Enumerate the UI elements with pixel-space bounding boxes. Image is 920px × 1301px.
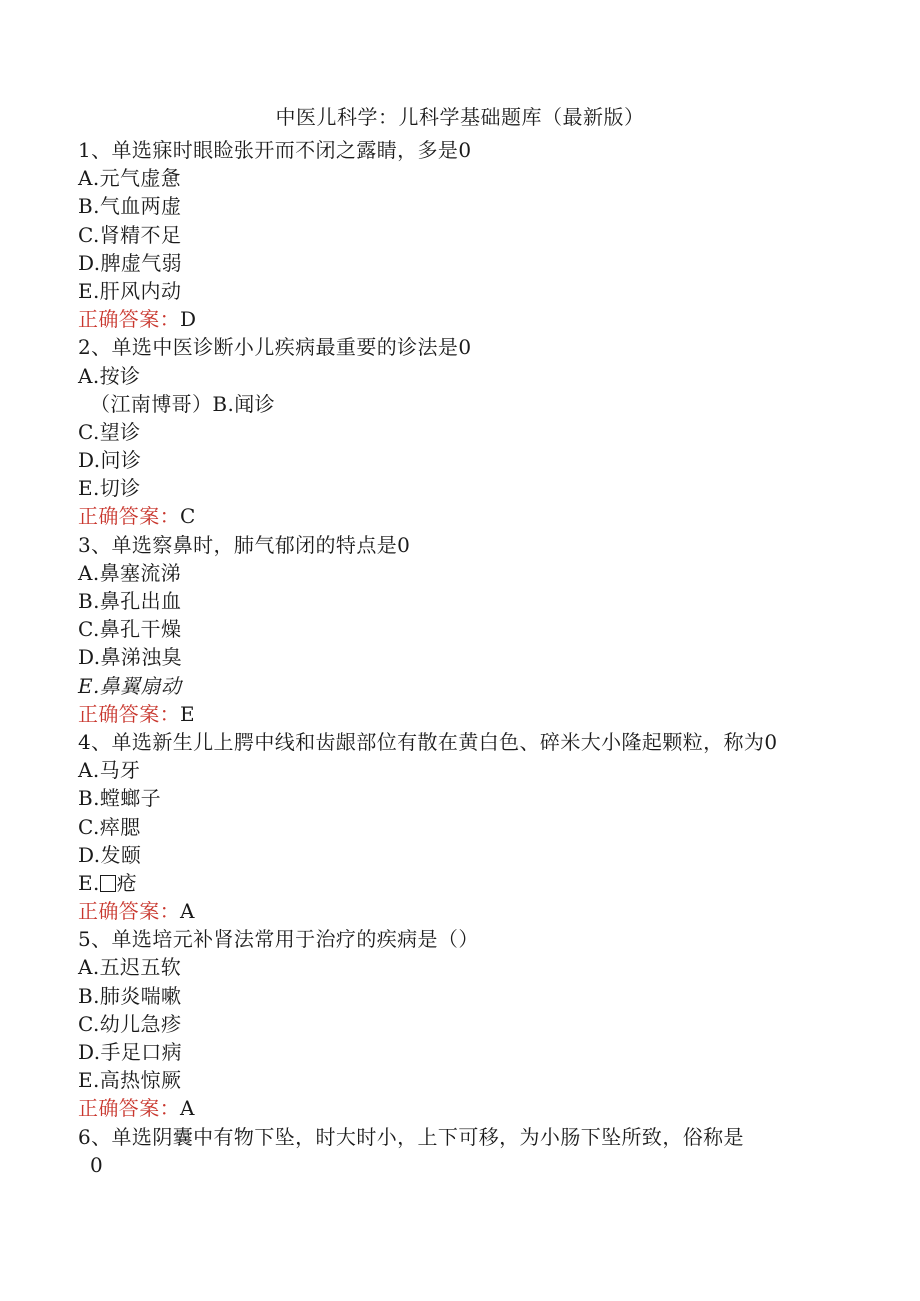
- answer-value: A: [180, 1096, 195, 1121]
- option-b: B.螳螂子: [78, 786, 162, 811]
- answer-label: 正确答案：: [78, 504, 180, 529]
- correct-answer: [78, 700, 908, 728]
- option-b: B.鼻孔出血: [78, 589, 182, 613]
- document-title: 中医儿科学：儿科学基础题库（最新版）: [275, 105, 645, 129]
- missing-glyph-box: [100, 875, 116, 892]
- option-d: D.发颐: [78, 842, 142, 867]
- option-e-prefix: E.: [78, 870, 100, 895]
- answer-value: A: [180, 899, 195, 924]
- option-a: A.鼻塞流涕: [78, 560, 182, 585]
- option-e: [78, 869, 908, 897]
- option-e: E.肝风内动: [78, 278, 182, 303]
- question-stem: 4、单选新生儿上腭中线和齿龈部位有散在黄白色、碎米大小隆起颗粒，称为0: [78, 729, 778, 754]
- correct-answer: [78, 1094, 908, 1122]
- option-d: D.脾虚气弱: [78, 250, 183, 275]
- question-stem: 5、单选培元补肾法常用于治疗的疾病是（）: [78, 927, 479, 952]
- option-d: D.手足口病: [78, 1040, 183, 1064]
- option-b: B.肺炎喘嗽: [78, 983, 182, 1008]
- option-c: C.瘁腮: [78, 814, 141, 839]
- answer-label: 正确答案：: [78, 307, 180, 332]
- option-a: A.马牙: [78, 758, 141, 783]
- option-e: E.切诊: [78, 476, 141, 501]
- answer-value: E: [180, 701, 195, 726]
- question-stem: 1、单选寐时眼睑张开而不闭之露睛，多是0: [78, 138, 472, 162]
- answer-label: 正确答案：: [78, 701, 180, 726]
- option-c: C.肾精不足: [78, 222, 182, 247]
- option-e: E.高热惊厥: [78, 1068, 182, 1093]
- option-c: C.鼻孔干燥: [78, 617, 182, 642]
- option-a: A.元气虚惫: [78, 166, 182, 191]
- answer-label: 正确答案：: [78, 1096, 180, 1121]
- question-list: [78, 136, 908, 1179]
- option-d: D.问诊: [78, 448, 142, 473]
- correct-answer: [78, 305, 908, 333]
- option-e-text: 疮: [116, 870, 138, 895]
- question-stem-continuation: 0: [90, 1152, 104, 1177]
- correct-answer: [78, 502, 908, 530]
- question-stem: 6、单选阴囊中有物下坠，时大时小，上下可移，为小肠下坠所致，俗称是: [78, 1124, 744, 1149]
- question-stem: 3、单选察鼻时，肺气郁闭的特点是0: [78, 532, 411, 557]
- answer-value: C: [180, 504, 196, 529]
- answer-label: 正确答案：: [78, 899, 180, 924]
- option-c: C.望诊: [78, 419, 141, 444]
- correct-answer: [78, 897, 908, 925]
- answer-value: D: [180, 307, 197, 332]
- option-c: C.幼儿急疹: [78, 1011, 182, 1036]
- option-b: （江南博哥）B.闻诊: [90, 391, 276, 416]
- option-e: E.鼻翼扇动: [78, 673, 182, 698]
- option-a: A.五迟五软: [78, 955, 182, 980]
- option-a: A.按诊: [78, 363, 141, 388]
- question-stem: 2、单选中医诊断小儿疾病最重要的诊法是0: [78, 335, 472, 360]
- option-b: B.气血两虚: [78, 194, 182, 219]
- option-d: D.鼻涕浊臭: [78, 645, 183, 670]
